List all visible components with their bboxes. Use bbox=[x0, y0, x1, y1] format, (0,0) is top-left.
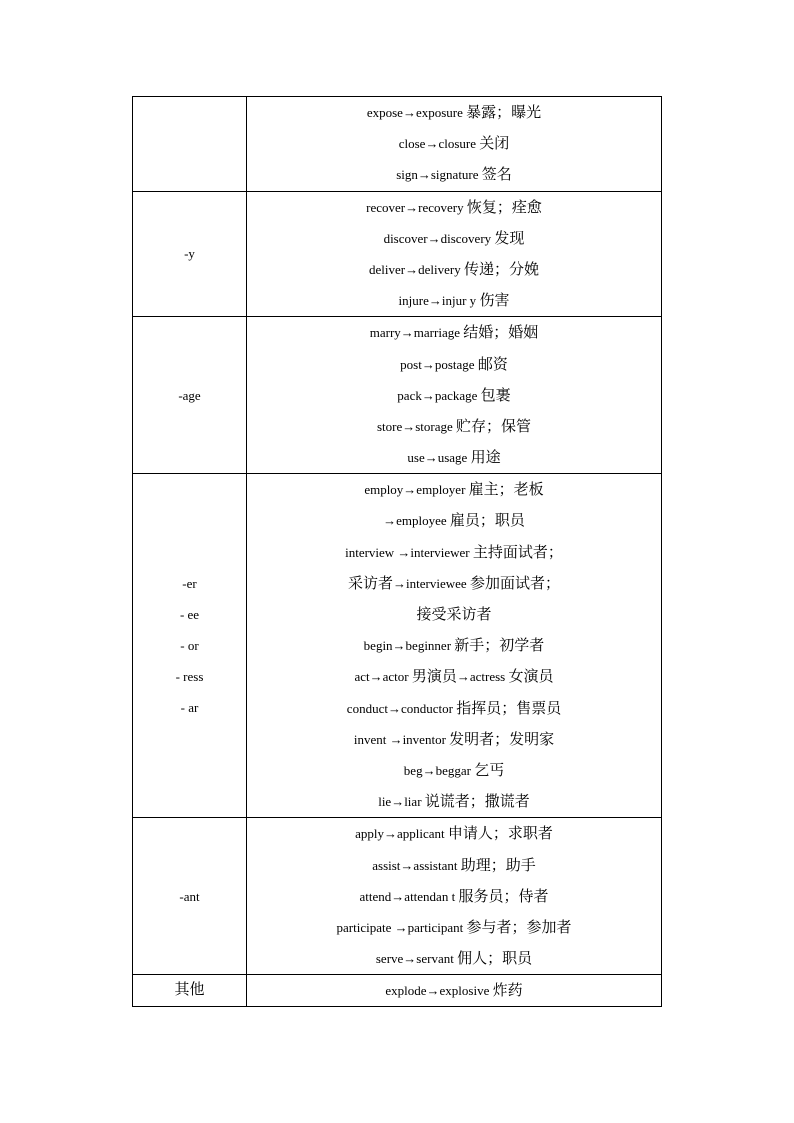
suffix-label: -y bbox=[184, 246, 195, 262]
example-line: serve→servant 佣人；职员 bbox=[375, 951, 533, 968]
table-row bbox=[133, 191, 662, 317]
example-line: assist→assistant 助理；助手 bbox=[372, 857, 536, 874]
example-line: recover→recovery 恢复；痊愈 bbox=[366, 199, 542, 216]
table-row bbox=[133, 474, 662, 818]
suffix-label: -age bbox=[178, 387, 201, 403]
example-line: 接受采访者 bbox=[416, 607, 492, 623]
example-line: discover→discovery 发现 bbox=[383, 230, 525, 247]
suffix-label: - ar bbox=[180, 700, 199, 716]
example-line: explode→explosive 炸药 bbox=[385, 983, 523, 1000]
example-line: conduct→conductor 指挥员；售票员 bbox=[346, 700, 562, 717]
example-line: marry→marriage 结婚；婚姻 bbox=[369, 325, 539, 342]
example-line: pack→package 包裹 bbox=[397, 387, 511, 404]
suffix-label: -er bbox=[182, 576, 197, 592]
suffix-table bbox=[132, 96, 662, 1007]
suffix-cell bbox=[133, 818, 247, 975]
examples-cell bbox=[247, 818, 662, 975]
example-line: beg→beggar 乞丐 bbox=[403, 762, 505, 779]
example-line: expose→exposure 暴露；曝光 bbox=[366, 105, 542, 121]
example-line: store→storage 贮存；保管 bbox=[376, 418, 532, 435]
table-row bbox=[133, 818, 662, 975]
example-line: interview →interviewer 主持面试者； bbox=[345, 544, 563, 561]
suffix-cell bbox=[133, 975, 247, 1007]
example-line: use→usage 用途 bbox=[407, 450, 501, 467]
example-line: 采访者→interviewee 参加面试者； bbox=[348, 575, 560, 592]
example-line: →employee 雇员；职员 bbox=[383, 513, 525, 530]
suffix-cell bbox=[133, 97, 247, 192]
example-line: invent →inventor 发明者；发明家 bbox=[353, 731, 555, 748]
example-line: employ→employer 雇主；老板 bbox=[364, 482, 544, 499]
example-line: post→postage 邮资 bbox=[400, 356, 508, 373]
suffix-label: - or bbox=[180, 638, 199, 654]
table-row bbox=[133, 97, 662, 192]
example-line: participate →participant 参与者；参加者 bbox=[336, 919, 572, 936]
examples-cell bbox=[247, 474, 662, 818]
example-line: attend→attendan t 服务员；侍者 bbox=[359, 888, 549, 905]
examples-cell bbox=[247, 975, 662, 1007]
suffix-cell bbox=[133, 317, 247, 474]
suffix-label: -ant bbox=[179, 888, 200, 904]
example-line: begin→beginner 新手；初学者 bbox=[363, 638, 545, 655]
suffix-label: - ee bbox=[179, 607, 200, 623]
examples-cell bbox=[247, 97, 662, 192]
suffix-label: 其他 bbox=[174, 982, 205, 999]
table-row bbox=[133, 975, 662, 1007]
examples-cell bbox=[247, 317, 662, 474]
suffix-label: - ress bbox=[175, 669, 204, 685]
example-line: injure→injur y 伤害 bbox=[398, 293, 510, 310]
example-line: deliver→delivery 传递；分娩 bbox=[369, 261, 539, 278]
table-row bbox=[133, 317, 662, 474]
example-line: apply→applicant 申请人；求职者 bbox=[355, 826, 553, 843]
suffix-cell bbox=[133, 474, 247, 818]
example-line: close→closure 关闭 bbox=[398, 136, 510, 153]
example-line: act→actor 男演员→actress 女演员 bbox=[354, 669, 554, 686]
examples-cell bbox=[247, 191, 662, 317]
example-line: lie→liar 说谎者；撒谎者 bbox=[378, 794, 530, 811]
suffix-cell bbox=[133, 191, 247, 317]
example-line: sign→signature 签名 bbox=[396, 167, 512, 184]
